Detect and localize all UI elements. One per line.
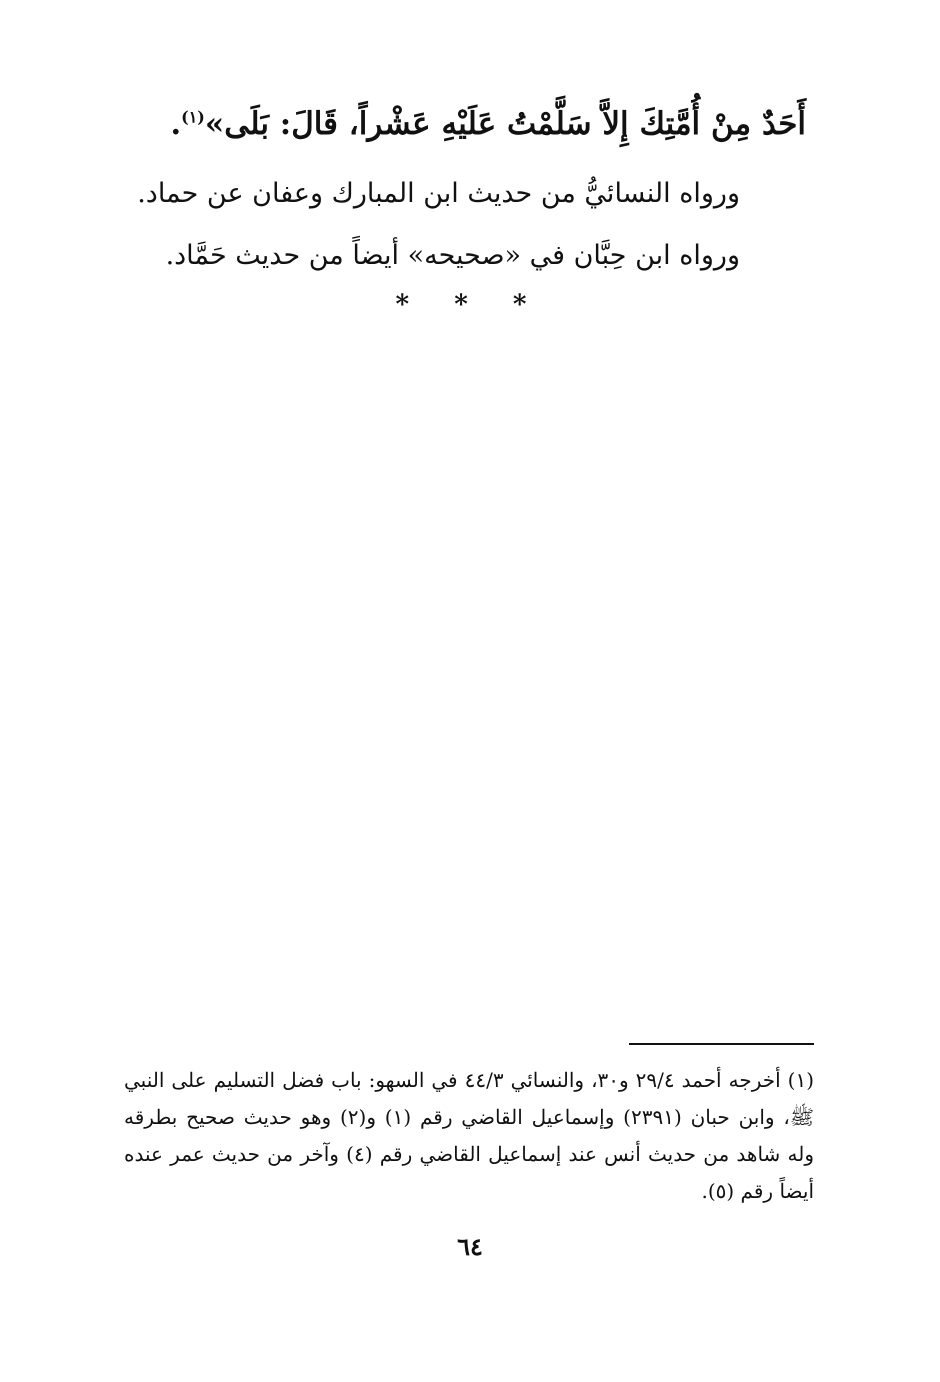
footnote-divider [629,1043,814,1045]
section-separator: * * * [395,290,545,320]
footnotes-block [124,1062,814,1210]
footnote-reference[interactable]: (١) [181,107,205,127]
footnote-1: (١) أخرجه أحمد ٢٩/٤ و٣٠، والنسائي ٤٤/٣ في السهو: باب فضل التسليم على النبي ﷺ، وابن حبان (٢٣٩١) وإسماعيل القاضي رقم (١) و(٢) وهو حديث صحيح بطرقه وله شاهد من حديث أنس عند إسماعيل القاضي رقم (٤) وآخر من حديث عمر عنده أيضاً رقم (٥). [124,1068,814,1203]
hadith-text-line [106,106,806,142]
page-number: ٦٤ [457,1232,483,1261]
narration-line-2: ورواه ابن حِبَّان في «صحيحه» أيضاً من حديث حَمَّاد. [165,240,740,271]
narration-line-1: ورواه النسائيُّ من حديث ابن المبارك وعفان عن حماد. [137,178,740,209]
hadith-end-punctuation: . [170,106,182,142]
hadith-text: أَحَدٌ مِنْ أُمَّتِكَ إِلاَّ سَلَّمْتُ عَلَيْهِ عَشْراً، قَالَ: بَلَى» [204,106,806,142]
